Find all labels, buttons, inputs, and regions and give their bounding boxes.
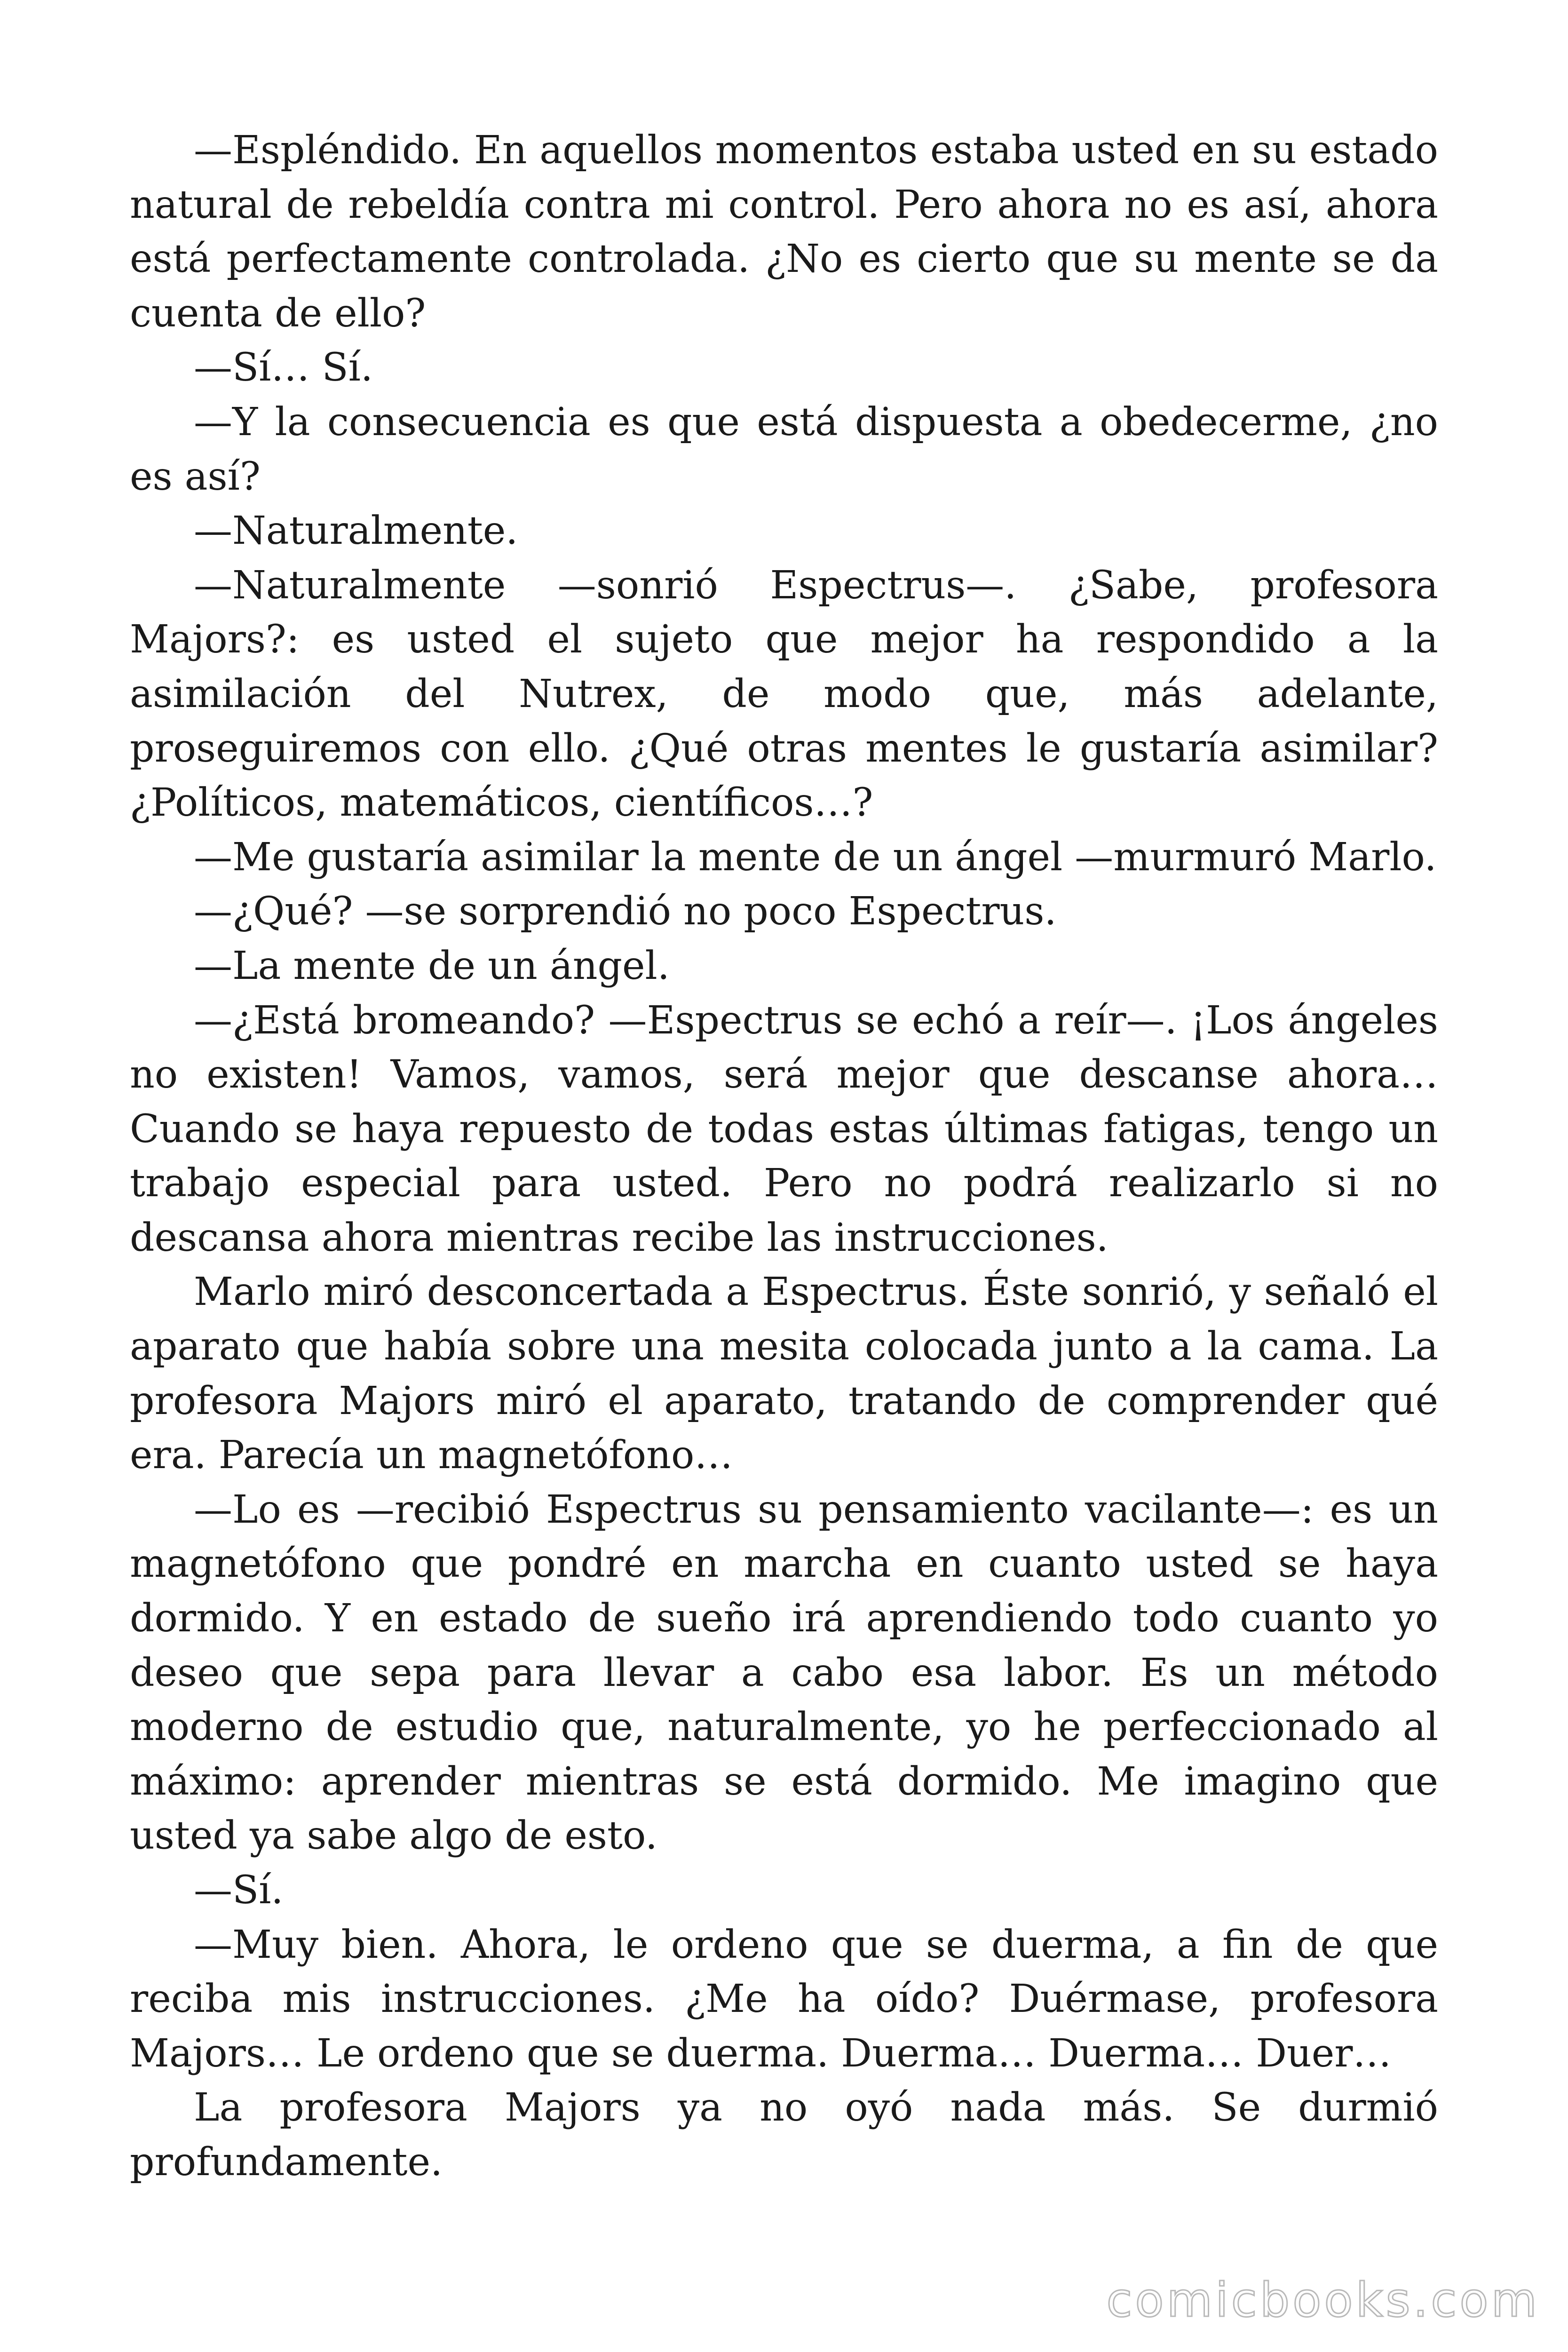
paragraph: —Me gustaría asimilar la mente de un ángel —murmuró Marlo. (194, 834, 1437, 880)
paragraph: —Naturalmente. (194, 509, 518, 554)
paragraph: Marlo miró desconcertada a Espectrus. Éste sonrió, y señaló el aparato que había sobre una mesita colocada junto a la cama. La profesora Majors miró el aparato, tratando de comprender qué era. Parecía un magnetófono… (130, 1270, 1438, 1478)
paragraph: —Sí… Sí. (194, 345, 373, 390)
watermark: comicbooks.com (1106, 2273, 1540, 2328)
paragraph: —¿Qué? —se sorprendió no poco Espectrus. (194, 889, 1057, 934)
paragraph: —Sí. (194, 1868, 284, 1913)
paragraph: —Espléndido. En aquellos momentos estaba usted en su estado natural de rebeldía contra mi control. Pero ahora no es así, ahora está perfectamente controlada. ¿No es cierto que su mente se da cuenta de ello? (130, 128, 1438, 336)
paragraph: —Muy bien. Ahora, le ordeno que se duerma, a fin de que reciba mis instrucciones. ¿Me ha oído? Duérmase, profesora Majors… Le ordeno que se duerma. Duerma… Duerma… Duer… (130, 1922, 1438, 2076)
body-text (130, 123, 1438, 2190)
paragraph: La profesora Majors ya no oyó nada más. Se durmió profundamente. (130, 2085, 1438, 2185)
paragraph: —Lo es —recibió Espectrus su pensamiento vacilante—: es un magnetófono que pondré en marcha en cuanto usted se haya dormido. Y en estado de sueño irá aprendiendo todo cuanto yo deseo que sepa para llevar a cabo esa labor. Es un método moderno de estudio que, naturalmente, yo he perfeccionado al máximo: aprender mientras se está dormido. Me imagino que usted ya sabe algo de esto. (130, 1487, 1438, 1859)
paragraph: —¿Está bromeando? —Espectrus se echó a reír—. ¡Los ángeles no existen! Vamos, vamos, será mejor que descanse ahora… Cuando se haya repuesto de todas estas últimas fatigas, tengo un trabajo especial para usted. Pero no podrá realizarlo si no descansa ahora mientras recibe las instrucciones. (130, 998, 1438, 1260)
paragraph: —La mente de un ángel. (194, 943, 670, 988)
paragraph: —Naturalmente —sonrió Espectrus—. ¿Sabe, profesora Majors?: es usted el sujeto que mejor ha respondido a la asimilación del Nutrex, de modo que, más adelante, proseguiremos con ello. ¿Qué otras mentes le gustaría asimilar? ¿Políticos, matemáticos, científicos…? (130, 563, 1438, 826)
paragraph: —Y la consecuencia es que está dispuesta a obedecerme, ¿no es así? (130, 399, 1438, 499)
